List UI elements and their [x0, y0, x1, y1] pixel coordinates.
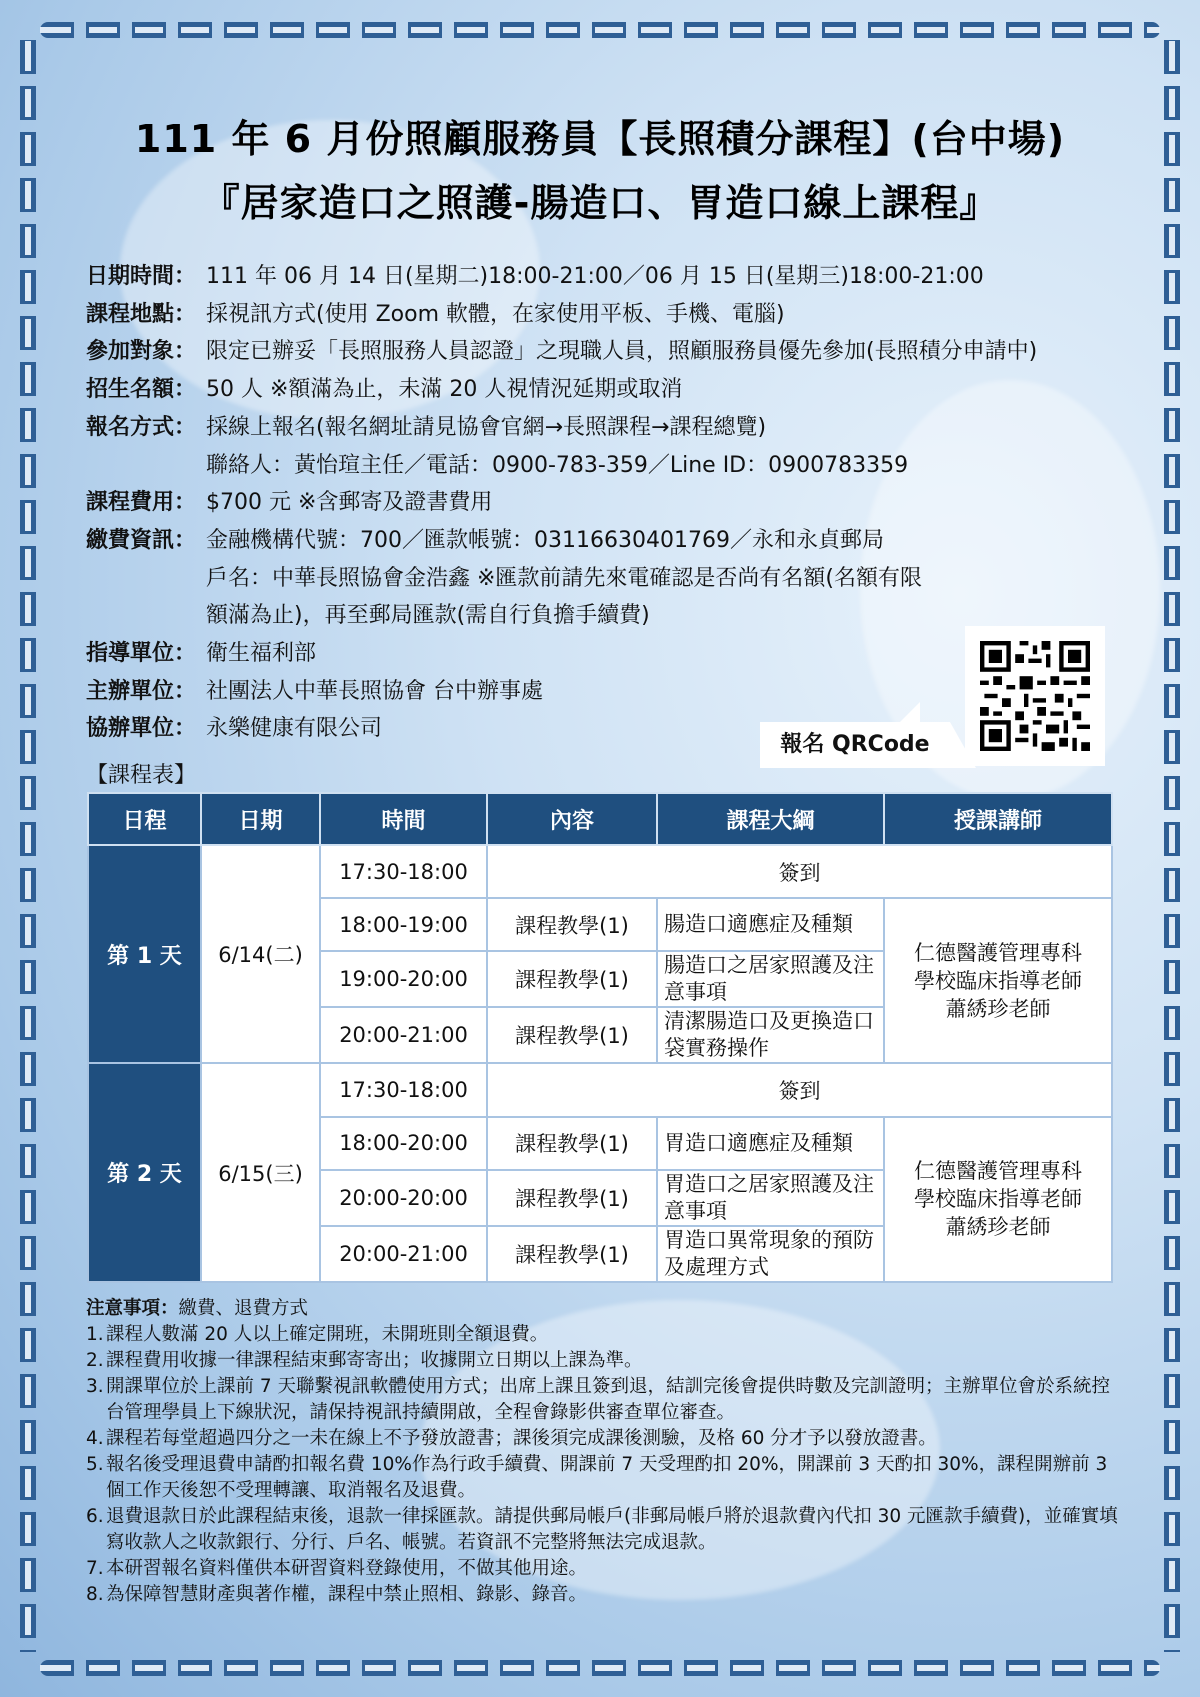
time-cell: 18:00-20:00 [320, 1117, 487, 1170]
frame-right [1164, 40, 1180, 1652]
notes-heading-label: 注意事項： [86, 1298, 179, 1319]
outline-cell: 胃造口異常現象的預防及處理方式 [657, 1226, 884, 1282]
info-value: 戶名：中華長照協會金浩鑫 ※匯款前請先來電確認是否尚有名額(名額有限 [206, 565, 923, 591]
page-title: 111 年 6 月份照顧服務員【長照積分課程】(台中場) [134, 117, 1066, 161]
outline-cell: 胃造口適應症及種類 [657, 1117, 884, 1170]
note-number: 4. [86, 1428, 104, 1449]
note-text: 本研習報名資料僅供本研習資料登錄使用，不做其他用途。 [106, 1558, 588, 1579]
content-cell: 課程教學(1) [487, 1117, 657, 1170]
info-value: 社團法人中華長照協會 台中辦事處 [206, 678, 543, 704]
header-day: 日程 [88, 793, 201, 845]
info-row [86, 333, 1146, 371]
outline-cell: 腸造口之居家照護及注意事項 [657, 951, 884, 1007]
info-label: 課程地點： [86, 301, 197, 327]
info-value: 衛生福利部 [206, 641, 317, 667]
content-cell: 課程教學(1) [487, 951, 657, 1007]
info-values [206, 484, 1146, 522]
note-text: 課程費用收據一律課程結束郵寄寄出；收據開立日期以上課為準。 [106, 1350, 643, 1371]
day-cell: 第 1 天 [88, 845, 201, 1063]
list-item [86, 1374, 1126, 1426]
list-item [86, 1322, 1126, 1348]
list-item [86, 1582, 1126, 1608]
info-label: 課程費用： [86, 490, 197, 516]
note-text: 開課單位於上課前 7 天聯繫視訊軟體使用方式；出席上課且簽到退，結訓完後會提供時數及完訓證明；主辦單位會於系統控台管理學員上下線狀況，請保持視訊持續開啟，全程會錄影供審查單位審查。 [106, 1376, 1111, 1423]
content-cell: 課程教學(1) [487, 898, 657, 951]
info-row [86, 371, 1146, 409]
note-number: 5. [86, 1454, 104, 1475]
info-values [206, 333, 1146, 371]
info-value: 金融機構代號：700／匯款帳號：03116630401769／永和永貞郵局 [206, 527, 884, 553]
info-label: 參加對象： [86, 339, 197, 365]
info-label: 協辦單位： [86, 716, 197, 742]
frame-left [20, 40, 36, 1652]
info-row [86, 484, 1146, 522]
note-text: 課程人數滿 20 人以上確定開班，未開班則全額退費。 [106, 1324, 549, 1345]
info-value: 111 年 06 月 14 日(星期二)18:00-21:00／06 月 15 日(星期三)18:00-21:00 [206, 264, 984, 289]
info-values [206, 522, 1146, 635]
header-date: 日期 [201, 793, 320, 845]
outline-cell: 胃造口之居家照護及注意事項 [657, 1170, 884, 1226]
time-cell: 18:00-19:00 [320, 898, 487, 951]
info-label: 日期時間： [86, 264, 197, 289]
note-number: 1. [86, 1324, 104, 1345]
time-cell: 20:00-21:00 [320, 1226, 487, 1282]
note-number: 6. [86, 1506, 104, 1527]
header-time: 時間 [320, 793, 487, 845]
note-text: 課程若每堂超過四分之一未在線上不予發放證書；課後須完成課後測驗，及格 60 分才予以發放證書。 [106, 1428, 937, 1449]
info-row [86, 296, 1146, 334]
teacher-line: 蕭綉珍老師 [945, 996, 1051, 1021]
info-value: 額滿為止)，再至郵局匯款(需自行負擔手續費) [206, 603, 650, 629]
teacher-line: 仁德醫護管理專科 [914, 940, 1082, 965]
outline-cell: 清潔腸造口及更換造口袋實務操作 [657, 1007, 884, 1063]
info-values [206, 258, 1146, 296]
date-cell: 6/15(三) [201, 1063, 320, 1282]
note-number: 7. [86, 1558, 104, 1579]
content-cell: 課程教學(1) [487, 1007, 657, 1063]
note-number: 2. [86, 1350, 104, 1371]
schedule-table [87, 792, 1113, 1283]
table-row [88, 1063, 1112, 1116]
note-text: 為保障智慧財產與著作權，課程中禁止照相、錄影、錄音。 [106, 1584, 588, 1605]
list-item [86, 1504, 1126, 1556]
time-cell: 20:00-21:00 [320, 1007, 487, 1063]
frame-top [40, 22, 1160, 38]
info-label: 主辦單位： [86, 678, 197, 704]
page-subtitle: 『居家造口之照護-腸造口、胃造口線上課程』 [201, 181, 999, 225]
header-content: 內容 [487, 793, 657, 845]
frame-bottom [40, 1660, 1160, 1676]
info-values [206, 409, 1146, 484]
info-value: $700 元 ※含郵寄及證書費用 [206, 490, 493, 516]
teacher-line: 蕭綉珍老師 [945, 1215, 1051, 1240]
info-row [86, 522, 1146, 635]
teacher-line: 學校臨床指導老師 [914, 968, 1082, 993]
teacher-cell [884, 1117, 1112, 1282]
info-values [206, 296, 1146, 334]
info-label: 招生名額： [86, 377, 197, 403]
note-number: 8. [86, 1584, 104, 1605]
time-cell: 17:30-18:00 [320, 1063, 487, 1116]
list-item [86, 1556, 1126, 1582]
note-number: 3. [86, 1376, 104, 1397]
table-row [88, 845, 1112, 898]
content-cell: 課程教學(1) [487, 1170, 657, 1226]
info-value: 採線上報名(報名網址請見協會官網→長照課程→課程總覽) [206, 414, 767, 440]
info-value: 限定已辦妥「長照服務人員認證」之現職人員，照顧服務員優先參加(長照積分申請中) [206, 339, 1038, 365]
date-cell: 6/14(二) [201, 845, 320, 1063]
info-row [86, 258, 1146, 296]
notes-heading [86, 1296, 1126, 1322]
notes-list [86, 1322, 1126, 1608]
content-cell: 課程教學(1) [487, 1226, 657, 1282]
time-cell: 17:30-18:00 [320, 845, 487, 898]
signin-cell: 簽到 [487, 1063, 1112, 1116]
notes-section [86, 1296, 1126, 1608]
schedule-caption: 【課程表】 [86, 763, 197, 788]
list-item [86, 1426, 1126, 1452]
schedule-header-row [88, 793, 1112, 845]
note-text: 退費退款日於此課程結束後，退款一律採匯款。請提供郵局帳戶(非郵局帳戶將於退款費內代扣 30 元匯款手續費)，並確實填寫收款人之收款銀行、分行、戶名、帳號。若資訊不完整將無法完成退款。 [106, 1506, 1118, 1553]
signin-cell: 簽到 [487, 845, 1112, 898]
teacher-cell [884, 898, 1112, 1063]
info-value: 採視訊方式(使用 Zoom 軟體，在家使用平板、手機、電腦) [206, 301, 785, 327]
notes-heading-text: 繳費、退費方式 [178, 1298, 309, 1319]
day-cell: 第 2 天 [88, 1063, 201, 1282]
registration-qr-code[interactable] [965, 626, 1105, 766]
qr-code-icon [980, 641, 1090, 751]
list-item [86, 1348, 1126, 1374]
info-label: 指導單位： [86, 641, 197, 667]
header-teacher: 授課講師 [884, 793, 1112, 845]
outline-cell: 腸造口適應症及種類 [657, 898, 884, 951]
info-row [86, 409, 1146, 484]
header-outline: 課程大綱 [657, 793, 884, 845]
info-value: 永樂健康有限公司 [206, 716, 383, 742]
info-label: 繳費資訊： [86, 527, 197, 553]
qr-code-label: 報名 QRCode [760, 722, 950, 768]
teacher-line: 仁德醫護管理專科 [914, 1159, 1082, 1184]
info-label: 報名方式： [86, 414, 197, 440]
teacher-line: 學校臨床指導老師 [914, 1187, 1082, 1212]
info-value: 聯絡人：黃怡瑄主任／電話：0900-783-359／Line ID：0900783359 [206, 452, 909, 478]
info-values [206, 371, 1146, 409]
info-value: 50 人 ※額滿為止，未滿 20 人視情況延期或取消 [206, 377, 683, 403]
list-item [86, 1452, 1126, 1504]
time-cell: 19:00-20:00 [320, 951, 487, 1007]
time-cell: 20:00-20:00 [320, 1170, 487, 1226]
note-text: 報名後受理退費申請酌扣報名費 10%作為行政手續費、開課前 7 天受理酌扣 20%，開課前 3 天酌扣 30%，課程開辦前 3 個工作天後恕不受理轉讓、取消報名及退費。 [106, 1454, 1108, 1501]
